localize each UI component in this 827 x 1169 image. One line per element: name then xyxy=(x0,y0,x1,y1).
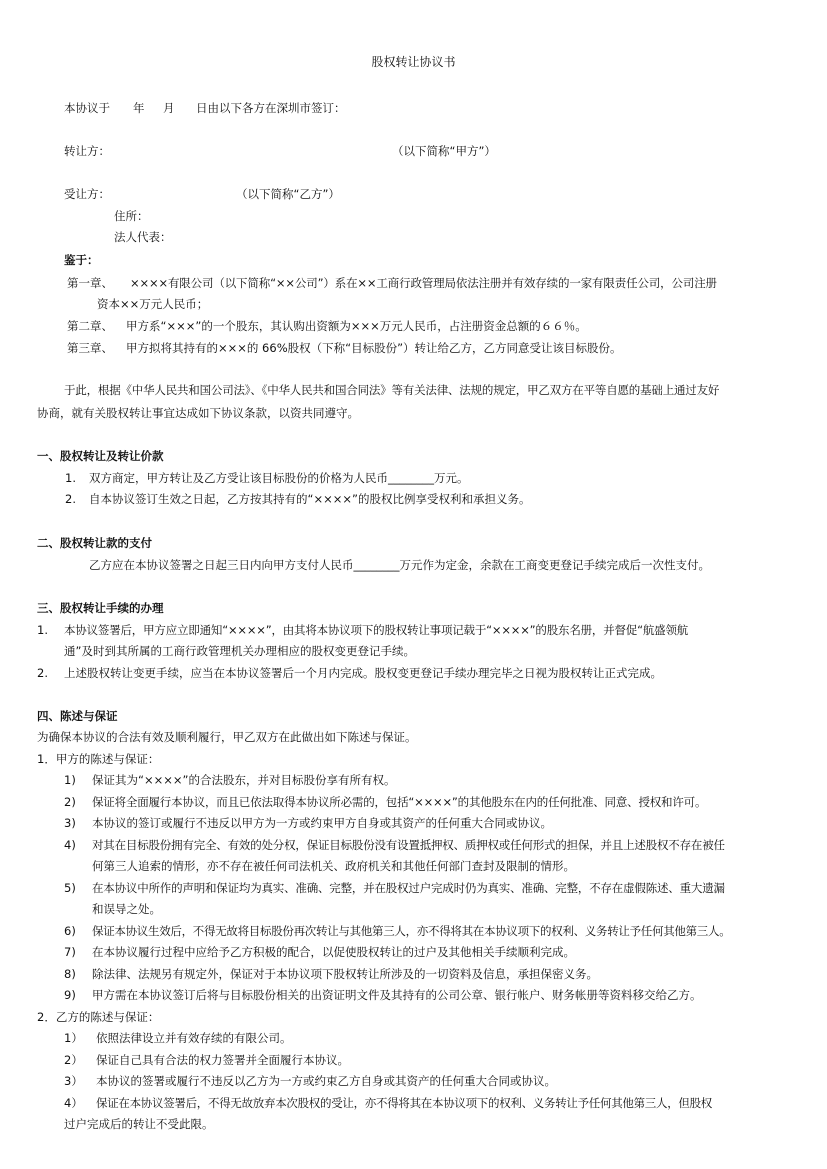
intro-year: 年 xyxy=(133,101,145,115)
intro-month: 月 xyxy=(163,101,175,115)
party-a-item-4-line2: 何第三人追索的情形，亦不存在被任何司法机关、政府机关和其他任何部门查封及限制的情形。 xyxy=(92,859,575,873)
whereas-3-line1: 甲方拟将其持有的×××的 66%股权（下称“目标股份”）转让给乙方，乙方同意受让该目标股份。 xyxy=(126,341,622,355)
transferee-address: 住所： xyxy=(114,209,149,223)
whereas-summary-line1: 于此，根据《中华人民共和国公司法》、《中华人民共和国合同法》等有关法律、法规的规定，甲乙双方在平等自愿的基础上通过友好 xyxy=(64,383,720,397)
section-3-item-2-num: 2. xyxy=(37,666,48,680)
section-3-heading: 三、股权转让手续的办理 xyxy=(37,601,164,615)
party-a-item-5-line2: 和误导之处。 xyxy=(92,902,161,916)
section-3-item-1-line2: 通”及时到其所属的工商行政管理机关办理相应的股权变更登记手续。 xyxy=(64,644,415,658)
party-b-item-2-num: 2） xyxy=(64,1053,83,1067)
party-a-item-8-num: 8) xyxy=(64,967,76,981)
section-1-item-2-num: 2. xyxy=(65,492,76,506)
transferee-rep: 法人代表： xyxy=(114,230,172,244)
party-a-item-1-num: 1) xyxy=(64,773,76,787)
transferor-label: 转让方： xyxy=(64,144,110,158)
whereas-1-line2: 资本××万元人民币； xyxy=(97,297,209,311)
party-a-item-3-line1: 本协议的签订或履行不违反以甲方为一方或约束甲方自身或其资产的任何重大合同或协议。 xyxy=(92,816,552,830)
party-a-item-4-num: 4) xyxy=(64,838,76,852)
party-a-item-6-num: 6) xyxy=(64,924,76,938)
party-a-item-6-line1: 保证本协议生效后，不得无故将目标股份再次转让与其他第三人，亦不得将其在本协议项下的权利、义务转让予任何其他第三人。 xyxy=(92,924,731,938)
party-b-item-3-num: 3） xyxy=(64,1074,83,1088)
party-b-item-3-line1: 本协议的签署或履行不违反以乙方为一方或约束乙方自身或其资产的任何重大合同或协议。 xyxy=(96,1074,556,1088)
whereas-heading: 鉴于： xyxy=(64,253,99,267)
party-a-item-2-num: 2) xyxy=(64,795,76,809)
section-3-item-2-line1: 上述股权转让变更手续，应当在本协议签署后一个月内完成。股权变更登记手续办理完毕之日视为股权转让正式完成。 xyxy=(64,666,662,680)
section-2-text: 乙方应在本协议签署之日起三日内向甲方支付人民币________万元作为定金，余款在工商变更登记手续完成后一次性支付。 xyxy=(89,558,710,572)
party-a-heading: 1．甲方的陈述与保证： xyxy=(37,752,160,766)
party-a-item-5-line1: 在本协议中所作的声明和保证均为真实、准确、完整，并在股权过户完成时仍为真实、准确、完整，不存在虚假陈述、重大遗漏 xyxy=(92,881,725,895)
party-a-item-8-line1: 除法律、法规另有规定外，保证对于本协议项下股权转让所涉及的一切资料及信息，承担保密义务。 xyxy=(92,967,598,981)
section-2-heading: 二、股权转让款的支付 xyxy=(37,536,152,550)
party-b-item-4-num: 4） xyxy=(64,1096,83,1110)
whereas-1-line1: ××××有限公司（以下简称“××公司”）系在××工商行政管理局依法注册并有效存续的一家有限责任公司，公司注册 xyxy=(130,276,717,290)
whereas-2-line1: 甲方系“×××”的一个股东，其认购出资额为×××万元人民币，占注册资金总额的６６％。 xyxy=(126,319,587,333)
section-1-item-2-text: 自本协议签订生效之日起，乙方按其持有的“××××”的股权比例享受权利和承担义务。 xyxy=(89,492,531,506)
intro-day-text: 日由以下各方在深圳市签订： xyxy=(196,101,346,115)
section-1-heading: 一、股权转让及转让价款 xyxy=(37,449,164,463)
document-title: 股权转让协议书 xyxy=(371,55,456,69)
whereas-summary-line2: 协商，就有关股权转让事宜达成如下协议条款，以资共同遵守。 xyxy=(37,406,359,420)
whereas-2-num: 第二章、 xyxy=(67,319,113,333)
party-b-item-4-line2: 过户完成后的转让不受此限。 xyxy=(64,1117,214,1131)
section-4-heading: 四、陈述与保证 xyxy=(37,709,118,723)
party-a-item-3-num: 3) xyxy=(64,816,76,830)
whereas-3-num: 第三章、 xyxy=(67,341,113,355)
section-3-item-1-num: 1. xyxy=(37,623,48,637)
party-a-item-5-num: 5) xyxy=(64,881,76,895)
party-a-item-9-line1: 甲方需在本协议签订后将与目标股份相关的出资证明文件及其持有的公司公章、银行帐户、财务帐册等资料移交给乙方。 xyxy=(92,988,702,1002)
party-a-item-7-line1: 在本协议履行过程中应给予乙方积极的配合，以促使股权转让的过户及其他相关手续顺利完成。 xyxy=(92,945,575,959)
party-a-item-4-line1: 对其在目标股份拥有完全、有效的处分权，保证目标股份没有设置抵押权、质押权或任何形式的担保，并且上述股权不存在被任 xyxy=(92,838,725,852)
party-b-heading: 2．乙方的陈述与保证： xyxy=(37,1010,160,1024)
whereas-1-num: 第一章、 xyxy=(67,276,113,290)
section-3-item-1-line1: 本协议签署后，甲方应立即通知“××××”，由其将本协议项下的股权转让事项记载于“××××”的股东名册，并督促“航盛领航 xyxy=(64,623,689,637)
section-1-item-1-text: 双方商定，甲方转让及乙方受让该目标股份的价格为人民币________万元。 xyxy=(89,471,469,485)
party-a-item-9-num: 9) xyxy=(64,988,76,1002)
party-a-item-7-num: 7) xyxy=(64,945,76,959)
intro-text-1: 本协议于 xyxy=(64,101,110,115)
party-a-item-2-line1: 保证将全面履行本协议，而且已依法取得本协议所必需的，包括“××××”的其他股东在内的任何批准、同意、授权和许可。 xyxy=(92,795,707,809)
party-b-item-1-line1: 依照法律设立并有效存续的有限公司。 xyxy=(96,1031,292,1045)
party-b-item-4-line1: 保证在本协议签署后，不得无故放弃本次股权的受让，亦不得将其在本协议项下的权利、义务转让予任何其他第三人，但股权 xyxy=(96,1096,712,1110)
party-b-item-2-line1: 保证自己具有合法的权力签署并全面履行本协议。 xyxy=(96,1053,349,1067)
section-1-item-1-num: 1. xyxy=(65,471,76,485)
transferee-alias: （以下简称“乙方”） xyxy=(236,187,340,201)
party-a-item-1-line1: 保证其为“××××”的合法股东，并对目标股份享有所有权。 xyxy=(92,773,396,787)
party-b-item-1-num: 1） xyxy=(64,1031,83,1045)
transferee-label: 受让方： xyxy=(64,187,110,201)
section-4-intro: 为确保本协议的合法有效及顺利履行，甲乙双方在此做出如下陈述与保证。 xyxy=(37,730,417,744)
transferor-alias: （以下简称“甲方”） xyxy=(392,144,496,158)
